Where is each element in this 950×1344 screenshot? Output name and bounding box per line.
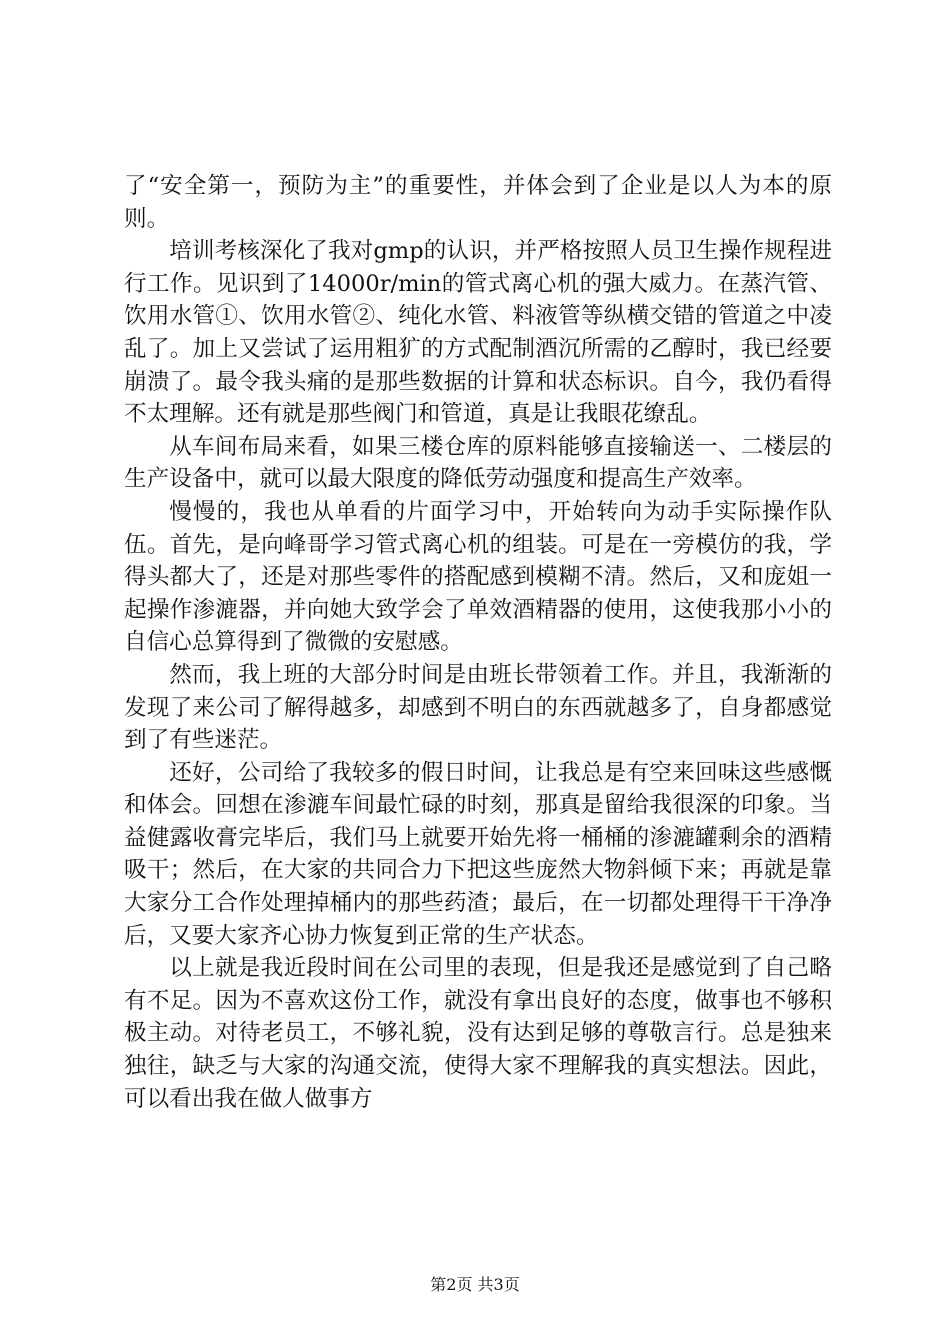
paragraph-1: 了“安全第一，预防为主”的重要性，并体会到了企业是以人为本的原则。 [124, 173, 832, 232]
paragraph-7: 以上就是我近段时间在公司里的表现，但是我还是感觉到了自己略有不足。因为不喜欢这份工作，就没有拿出良好的态度，做事也不够积极主动。对待老员工，不够礼貌，没有达到足够的尊敬言行。总是独来独往，缺乏与大家的沟通交流，使得大家不理解我的真实想法。因此，可以看出我在做人做事方 [124, 955, 832, 1112]
paragraph-5: 然而，我上班的大部分时间是由班长带领着工作。并且，我渐渐的发现了来公司了解得越多，却感到不明白的东西就越多了，自身都感觉到了有些迷茫。 [124, 661, 832, 754]
document-body [124, 170, 832, 1115]
paragraph-3: 从车间布局来看，如果三楼仓库的原料能够直接输送一、二楼层的生产设备中，就可以最大限度的降低劳动强度和提高生产效率。 [124, 433, 832, 493]
page-footer: 第2页 共3页 [430, 1275, 520, 1294]
paragraph-6: 还好，公司给了我较多的假日时间，让我总是有空来回味这些感慨和体会。回想在渗漉车间最忙碌的时刻，那真是留给我很深的印象。当益健露收膏完毕后，我们马上就要开始先将一桶桶的渗漉罐剩余的酒精吸干；然后，在大家的共同合力下把这些庞然大物斜倾下来；再就是靠大家分工合作处理掉桶内的那些药渣；最后，在一切都处理得干干净净后，又要大家齐心协力恢复到正常的生产状态。 [124, 759, 832, 949]
paragraph-2: 培训考核深化了我对gmp的认识，并严格按照人员卫生操作规程进行工作。见识到了14000r/min的管式离心机的强大威力。在蒸汽管、饮用水管①、饮用水管②、纯化水管、料液管等纵横交错的管道之中凌乱了。加上又尝试了运用粗犷的方式配制酒沉所需的乙醇时，我已经要崩溃了。最令我头痛的是那些数据的计算和状态标识。自今，我仍看得不太理解。还有就是那些阀门和管道，真是让我眼花缭乱。 [124, 238, 832, 428]
paragraph-4: 慢慢的，我也从单看的片面学习中，开始转向为动手实际操作队伍。首先，是向峰哥学习管式离心机的组装。可是在一旁模仿的我，学得头都大了，还是对那些零件的搭配感到模糊不清。然后，又和庞姐一起操作渗漉器，并向她大致学会了单效酒精器的使用，这使我那小小的自信心总算得到了微微的安慰感。 [124, 498, 832, 656]
